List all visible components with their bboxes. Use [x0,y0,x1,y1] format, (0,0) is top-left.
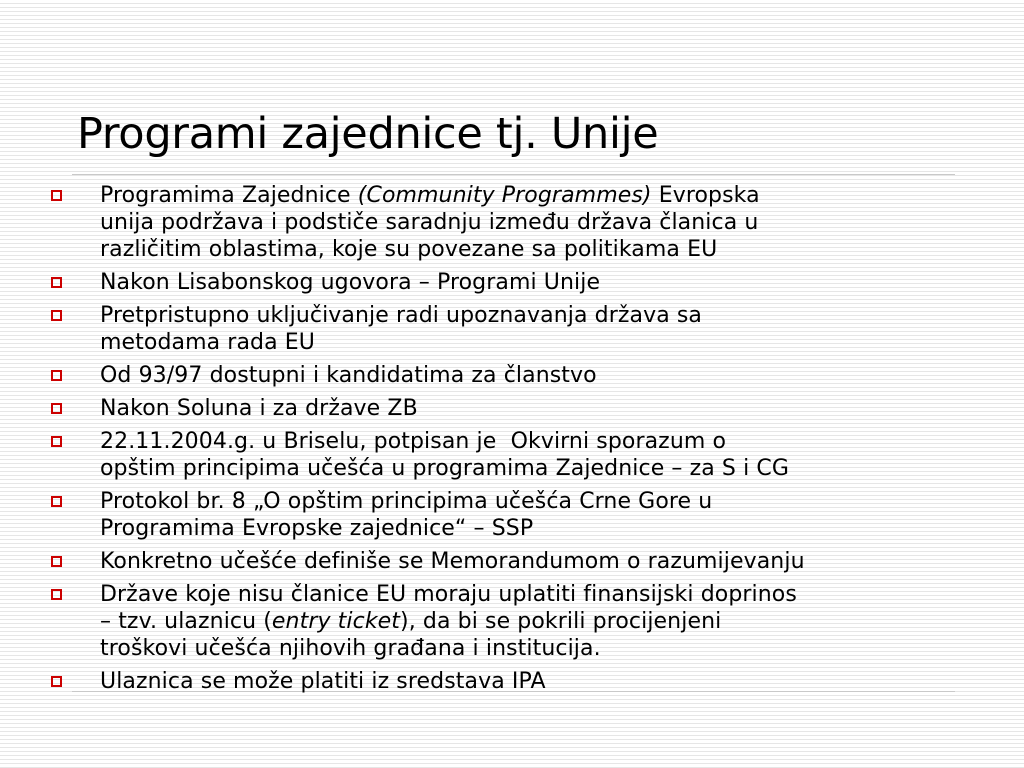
bullet-item [0,548,1024,575]
italic-text: (Community Programmes) [357,183,652,208]
bullet-text: Od 93/97 dostupni i kandidatima za članstvo [100,363,597,388]
bullet-line [100,236,1016,263]
bullet-text: različitim oblastima, koje su povezane sa politikama EU [100,237,718,262]
bullet-item [0,182,1024,263]
hollow-square-bullet-icon [51,676,62,687]
bullet-text: 22.11.2004.g. u Briselu, potpisan je Okvirni sporazum o [100,429,727,454]
bullet-item [0,581,1024,662]
bullet-text: Konkretno učešće definiše se Memorandumom o razumijevanju [100,549,805,574]
bullet-text: Programima Zajednice [100,183,358,208]
bullet-text: metodama rada EU [100,330,315,355]
hollow-square-bullet-icon [51,310,62,321]
bullet-text: Protokol br. 8 „O opštim principima učešća Crne Gore u [100,489,713,514]
hollow-square-bullet-icon [51,556,62,567]
bullet-line [100,455,1016,482]
bullet-text: Ulaznica se može platiti iz sredstava IPA [100,669,546,694]
bullet-line [100,182,1016,209]
bullet-text: ), da bi se pokrili procijenjeni [400,609,722,634]
hollow-square-bullet-icon [51,190,62,201]
title-divider [72,174,955,175]
bullet-line [100,269,1016,296]
bullet-item [0,269,1024,296]
hollow-square-bullet-icon [51,277,62,288]
bullet-item [0,362,1024,389]
bullet-line [100,428,1016,455]
bullet-text: Pretpristupno uključivanje radi upoznavanja država sa [100,303,703,328]
bullet-line [100,488,1016,515]
bullet-text: Države koje nisu članice EU moraju uplatiti finansijski doprinos [100,582,797,607]
bullet-text: troškovi učešća njihovih građana i institucija. [100,636,601,661]
bullet-line [100,362,1016,389]
bullet-item [0,488,1024,542]
hollow-square-bullet-icon [51,370,62,381]
bullet-line [100,515,1016,542]
hollow-square-bullet-icon [51,436,62,447]
bullet-item [0,668,1024,695]
italic-text: entry ticket [271,609,401,634]
bullet-text: – tzv. ulaznicu ( [100,609,272,634]
bullet-item [0,302,1024,356]
bullet-text: Nakon Soluna i za države ZB [100,396,418,421]
bullet-item [0,395,1024,422]
bullet-line [100,548,1016,575]
slide-title: Programi zajednice tj. Unije [77,109,659,159]
bullet-list [0,182,1024,701]
bullet-line [100,608,1016,635]
bullet-line [100,668,1016,695]
bullet-line [100,302,1016,329]
bullet-text: Nakon Lisabonskog ugovora – Programi Unije [100,270,601,295]
bullet-line [100,329,1016,356]
hollow-square-bullet-icon [51,403,62,414]
bullet-text: Evropska [651,183,760,208]
hollow-square-bullet-icon [51,589,62,600]
bullet-item [0,428,1024,482]
hollow-square-bullet-icon [51,496,62,507]
bullet-text: unija podržava i podstiče saradnju između država članica u [100,210,759,235]
bullet-line [100,635,1016,662]
bullet-line [100,209,1016,236]
bullet-line [100,395,1016,422]
bullet-line [100,581,1016,608]
bullet-text: Programima Evropske zajednice“ – SSP [100,516,534,541]
bullet-text: opštim principima učešća u programima Zajednice – za S i CG [100,456,790,481]
